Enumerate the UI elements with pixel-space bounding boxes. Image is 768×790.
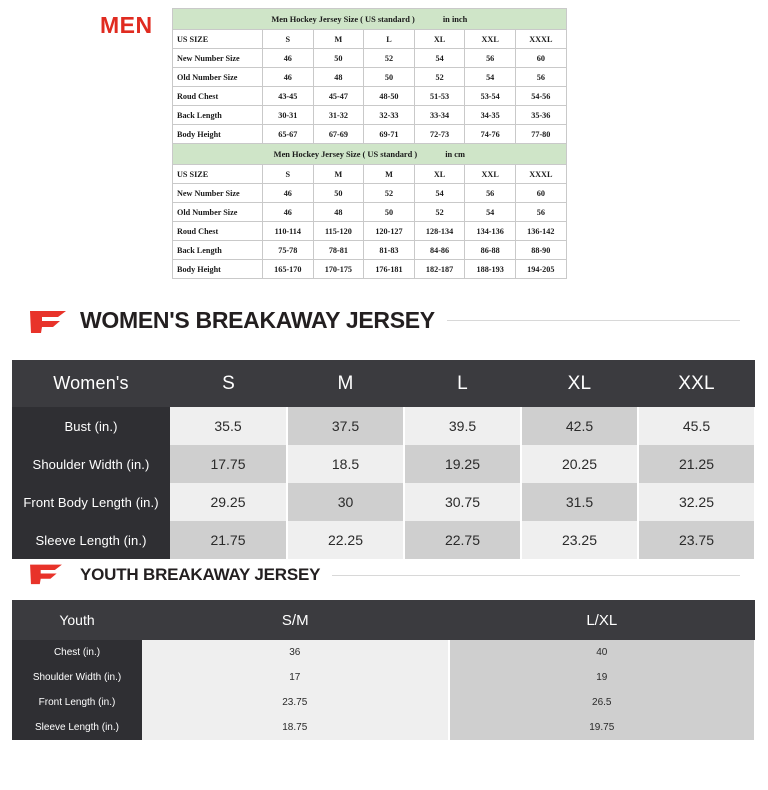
womens-row-2-v3: 31.5 (521, 483, 638, 521)
womens-header-row (12, 360, 755, 407)
table-row (173, 68, 567, 87)
men-cm-row-0-label: New Number Size (173, 184, 263, 203)
men-cm-row-1-v1: 48 (313, 203, 364, 222)
womens-size-table-wrapper (12, 360, 756, 559)
men-cm-row-0-v2: 52 (364, 184, 415, 203)
womens-row-2-v4: 32.25 (638, 483, 755, 521)
men-inch-row-1-v3: 52 (414, 68, 465, 87)
youth-row-0-v0: 36 (142, 640, 449, 665)
men-inch-row-3-v1: 31-32 (313, 106, 364, 125)
youth-row-1-v0: 17 (142, 665, 449, 690)
youth-row-3-v1: 19.75 (449, 715, 756, 740)
womens-row-0-v1: 37.5 (287, 407, 404, 445)
men-inch-row-4-label: Body Height (173, 125, 263, 144)
womens-row-1-v4: 21.25 (638, 445, 755, 483)
men-inch-row-1-v0: 46 (263, 68, 314, 87)
youth-row-2-v1: 26.5 (449, 690, 756, 715)
men-cm-row-3-v5: 88-90 (515, 241, 566, 260)
men-cm-col-6: XXXL (515, 165, 566, 184)
womens-heading-text: WOMEN'S BREAKAWAY JERSEY (80, 307, 435, 333)
men-inch-col-4: XL (414, 30, 465, 49)
men-inch-row-3-v4: 34-35 (465, 106, 516, 125)
men-inch-row-1-v2: 50 (364, 68, 415, 87)
men-cm-row-4-v3: 182-187 (414, 260, 465, 279)
men-cm-row-3-v0: 75-78 (263, 241, 314, 260)
men-inch-col-2: M (313, 30, 364, 49)
womens-size-table (12, 360, 756, 559)
men-size-table (172, 8, 567, 279)
womens-row-0-v0: 35.5 (170, 407, 287, 445)
men-inch-row-4-v4: 74-76 (465, 125, 516, 144)
men-size-table-wrapper (172, 8, 566, 279)
men-inch-row-2-v5: 54-56 (515, 87, 566, 106)
men-inch-row-0-v2: 52 (364, 49, 415, 68)
table-row (12, 445, 755, 483)
youth-row-0-label: Chest (in.) (12, 640, 142, 665)
men-inch-row-4-v0: 65-67 (263, 125, 314, 144)
men-cm-row-4-v1: 170-175 (313, 260, 364, 279)
youth-col-1: S/M (142, 600, 449, 640)
table-row (173, 203, 567, 222)
men-heading: MEN (100, 12, 153, 38)
men-cm-row-3-v1: 78-81 (313, 241, 364, 260)
womens-row-3-v3: 23.25 (521, 521, 638, 559)
men-inch-row-0-v1: 50 (313, 49, 364, 68)
men-cm-col-1: S (263, 165, 314, 184)
men-cm-row-3-v3: 84-86 (414, 241, 465, 260)
youth-col-2: L/XL (449, 600, 756, 640)
womens-row-2-v1: 30 (287, 483, 404, 521)
table-row (173, 106, 567, 125)
men-cm-banner-title: Men Hockey Jersey Size ( US standard ) (273, 149, 418, 159)
men-inch-row-3-v0: 30-31 (263, 106, 314, 125)
men-inch-row-2-v2: 48-50 (364, 87, 415, 106)
youth-heading-text: YOUTH BREAKAWAY JERSEY (80, 565, 321, 584)
men-inch-row-2-v0: 43-45 (263, 87, 314, 106)
men-inch-row-4-v2: 69-71 (364, 125, 415, 144)
men-inch-banner-unit: in inch (442, 14, 468, 24)
womens-col-5: XXL (638, 360, 755, 407)
men-section (0, 0, 768, 298)
table-row (12, 715, 755, 740)
table-row (12, 640, 755, 665)
men-cm-row-1-v4: 54 (465, 203, 516, 222)
men-cm-row-2-v0: 110-114 (263, 222, 314, 241)
heading-divider (447, 320, 740, 321)
men-cm-row-4-v2: 176-181 (364, 260, 415, 279)
youth-col-0: Youth (12, 600, 142, 640)
table-row (12, 665, 755, 690)
womens-row-0-v2: 39.5 (404, 407, 521, 445)
youth-row-1-label: Shoulder Width (in.) (12, 665, 142, 690)
men-inch-row-2-v3: 51-53 (414, 87, 465, 106)
womens-col-3: L (404, 360, 521, 407)
men-inch-row-4-v3: 72-73 (414, 125, 465, 144)
womens-row-0-v3: 42.5 (521, 407, 638, 445)
womens-section-heading (28, 307, 740, 334)
youth-size-table (12, 600, 756, 740)
men-cm-row-2-v2: 120-127 (364, 222, 415, 241)
youth-header-row (12, 600, 755, 640)
table-row (12, 407, 755, 445)
heading-divider (332, 575, 740, 576)
men-cm-row-4-v4: 188-193 (465, 260, 516, 279)
men-cm-row-3-label: Back Length (173, 241, 263, 260)
men-inch-row-3-v5: 35-36 (515, 106, 566, 125)
men-cm-row-2-v1: 115-120 (313, 222, 364, 241)
men-inch-col-0: US SIZE (173, 30, 263, 49)
men-cm-row-4-v5: 194-205 (515, 260, 566, 279)
table-row (173, 222, 567, 241)
table-row (173, 125, 567, 144)
men-cm-col-0: US SIZE (173, 165, 263, 184)
womens-row-3-v1: 22.25 (287, 521, 404, 559)
men-cm-row-1-v3: 52 (414, 203, 465, 222)
men-cm-col-2: M (313, 165, 364, 184)
men-cm-row-3-v4: 86-88 (465, 241, 516, 260)
men-cm-col-5: XXL (465, 165, 516, 184)
men-inch-banner-row (173, 9, 567, 30)
men-cm-banner (173, 144, 567, 165)
men-inch-row-0-v0: 46 (263, 49, 314, 68)
men-cm-row-2-v5: 136-142 (515, 222, 566, 241)
men-inch-row-0-v5: 60 (515, 49, 566, 68)
men-inch-banner (173, 9, 567, 30)
table-row (173, 260, 567, 279)
men-inch-row-2-v1: 45-47 (313, 87, 364, 106)
womens-col-1: S (170, 360, 287, 407)
womens-row-1-v3: 20.25 (521, 445, 638, 483)
men-cm-row-4-v0: 165-170 (263, 260, 314, 279)
men-cm-banner-row (173, 144, 567, 165)
womens-row-3-v4: 23.75 (638, 521, 755, 559)
men-cm-row-1-v2: 50 (364, 203, 415, 222)
youth-row-3-v0: 18.75 (142, 715, 449, 740)
youth-row-0-v1: 40 (449, 640, 756, 665)
youth-size-table-wrapper (12, 600, 756, 740)
womens-row-0-label: Bust (in.) (12, 407, 170, 445)
men-inch-header-row (173, 30, 567, 49)
womens-col-2: M (287, 360, 404, 407)
men-cm-banner-unit: in cm (445, 149, 465, 159)
men-cm-row-3-v2: 81-83 (364, 241, 415, 260)
men-inch-row-4-v1: 67-69 (313, 125, 364, 144)
men-inch-row-0-v4: 56 (465, 49, 516, 68)
youth-row-2-v0: 23.75 (142, 690, 449, 715)
men-inch-row-1-v4: 54 (465, 68, 516, 87)
men-inch-row-2-label: Roud Chest (173, 87, 263, 106)
men-cm-row-2-v3: 128-134 (414, 222, 465, 241)
men-inch-row-3-label: Back Length (173, 106, 263, 125)
youth-section-heading (28, 562, 740, 588)
men-cm-row-1-v5: 56 (515, 203, 566, 222)
womens-row-1-v2: 19.25 (404, 445, 521, 483)
womens-row-3-v2: 22.75 (404, 521, 521, 559)
men-inch-row-4-v5: 77-80 (515, 125, 566, 144)
men-inch-col-5: XXL (465, 30, 516, 49)
men-cm-header-row (173, 165, 567, 184)
womens-row-1-v0: 17.75 (170, 445, 287, 483)
men-inch-row-0-v3: 54 (414, 49, 465, 68)
men-inch-row-1-v1: 48 (313, 68, 364, 87)
men-inch-row-3-v3: 33-34 (414, 106, 465, 125)
men-inch-row-1-label: Old Number Size (173, 68, 263, 87)
men-inch-banner-title: Men Hockey Jersey Size ( US standard ) (271, 14, 415, 24)
men-inch-row-2-v4: 53-54 (465, 87, 516, 106)
womens-row-1-v1: 18.5 (287, 445, 404, 483)
womens-col-0: Women's (12, 360, 170, 407)
men-cm-row-4-label: Body Height (173, 260, 263, 279)
fanatics-flag-icon (28, 562, 68, 588)
womens-row-1-label: Shoulder Width (in.) (12, 445, 170, 483)
youth-row-3-label: Sleeve Length (in.) (12, 715, 142, 740)
womens-row-2-v0: 29.25 (170, 483, 287, 521)
table-row (173, 49, 567, 68)
table-row (12, 690, 755, 715)
womens-row-0-v4: 45.5 (638, 407, 755, 445)
men-cm-row-0-v3: 54 (414, 184, 465, 203)
womens-row-3-v0: 21.75 (170, 521, 287, 559)
womens-col-4: XL (521, 360, 638, 407)
table-row (12, 521, 755, 559)
men-cm-row-2-label: Roud Chest (173, 222, 263, 241)
men-cm-row-0-v5: 60 (515, 184, 566, 203)
men-cm-row-0-v4: 56 (465, 184, 516, 203)
men-cm-row-0-v0: 46 (263, 184, 314, 203)
men-cm-row-0-v1: 50 (313, 184, 364, 203)
men-inch-row-3-v2: 32-33 (364, 106, 415, 125)
men-inch-row-0-label: New Number Size (173, 49, 263, 68)
men-cm-row-2-v4: 134-136 (465, 222, 516, 241)
men-cm-col-3: M (364, 165, 415, 184)
table-row (173, 184, 567, 203)
men-inch-col-6: XXXL (515, 30, 566, 49)
womens-row-2-label: Front Body Length (in.) (12, 483, 170, 521)
men-cm-row-1-v0: 46 (263, 203, 314, 222)
men-inch-col-3: L (364, 30, 415, 49)
men-cm-row-1-label: Old Number Size (173, 203, 263, 222)
womens-row-2-v2: 30.75 (404, 483, 521, 521)
table-row (173, 87, 567, 106)
table-row (12, 483, 755, 521)
youth-row-2-label: Front Length (in.) (12, 690, 142, 715)
fanatics-flag-icon (28, 308, 68, 334)
men-inch-col-1: S (263, 30, 314, 49)
men-inch-row-1-v5: 56 (515, 68, 566, 87)
table-row (173, 241, 567, 260)
men-cm-col-4: XL (414, 165, 465, 184)
womens-row-3-label: Sleeve Length (in.) (12, 521, 170, 559)
youth-row-1-v1: 19 (449, 665, 756, 690)
